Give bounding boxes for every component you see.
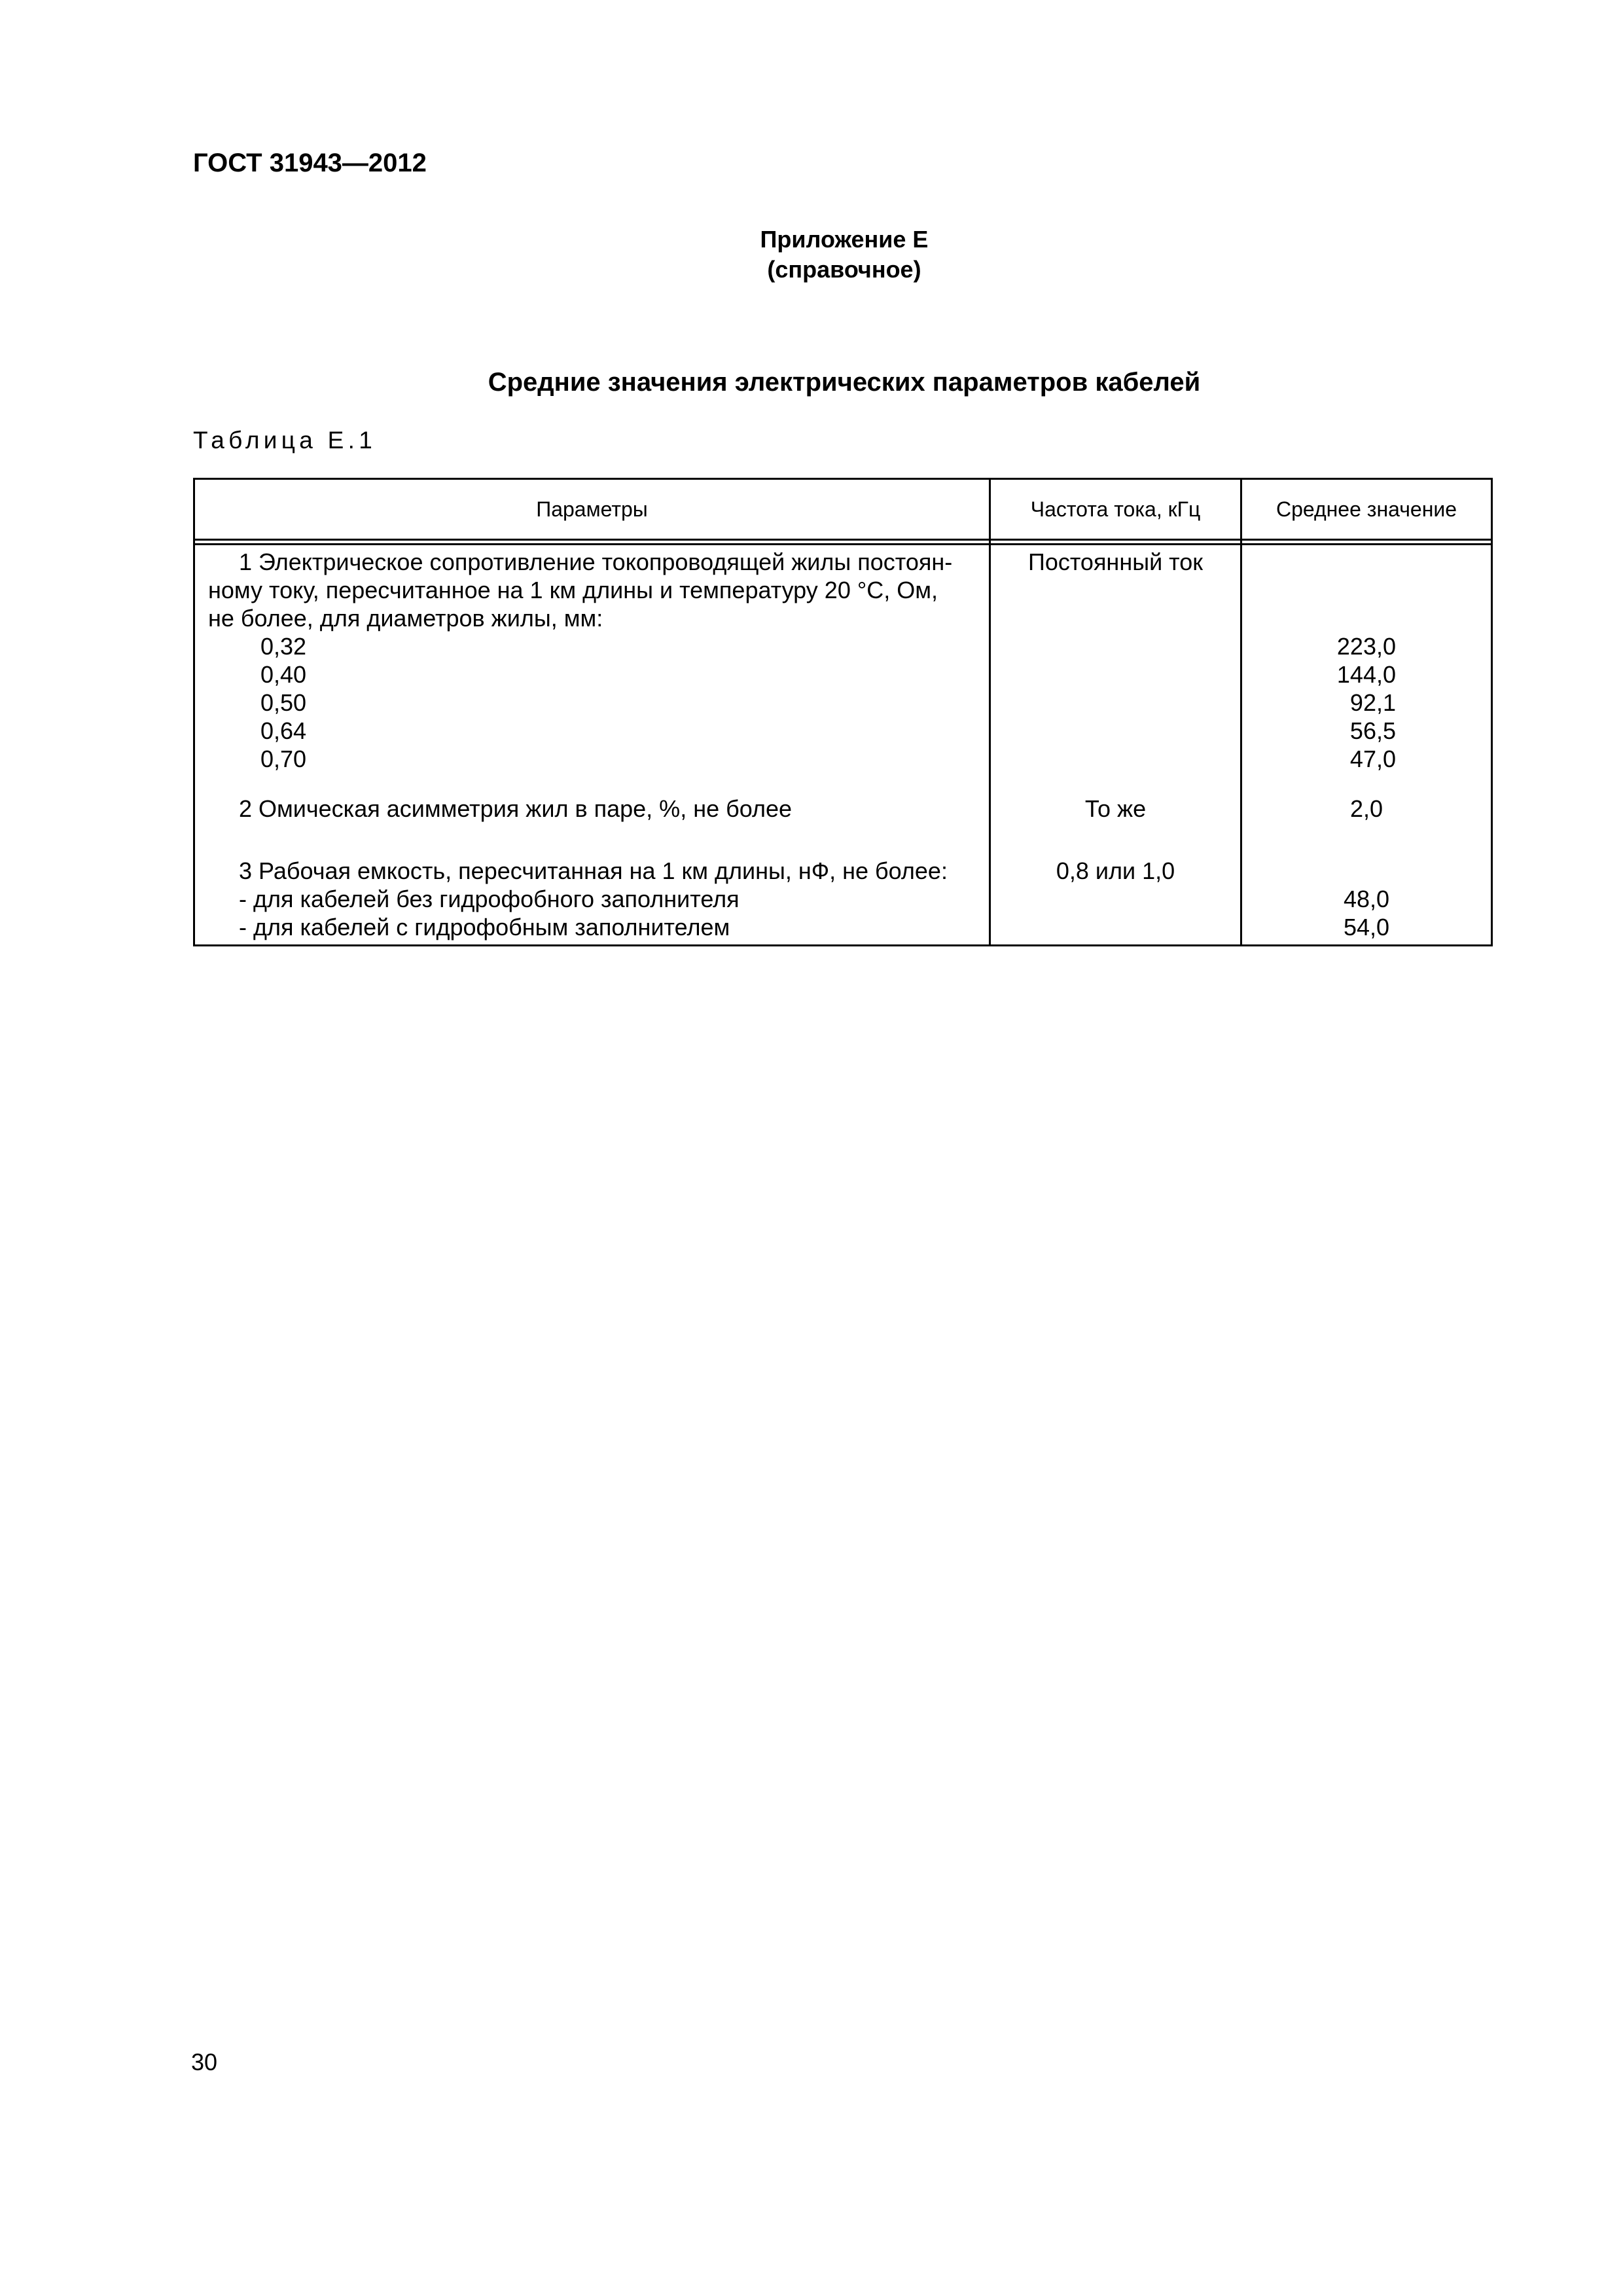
row2-value: 2,0 xyxy=(1349,795,1383,822)
table-caption: Таблица Е.1 xyxy=(193,427,377,454)
diameter-value: 0,50 xyxy=(260,689,307,716)
row3-frequency: 0,8 или 1,0 xyxy=(1056,857,1175,884)
diameter-value: 0,64 xyxy=(260,717,307,744)
header-divider xyxy=(195,543,1491,545)
diameter-value: 0,32 xyxy=(260,633,307,660)
row1-frequency: Постоянный ток xyxy=(1027,548,1204,575)
row1-line: ному току, пересчитанное на 1 км длины и температуру 20 °С, Ом, xyxy=(208,577,938,603)
column-header-frequency: Частота тока, кГц xyxy=(1030,497,1201,521)
capacitance-value: 54,0 xyxy=(1343,914,1390,941)
column-header-parameters: Параметры xyxy=(536,497,648,521)
diameter-value: 0,70 xyxy=(260,745,307,772)
parameters-table xyxy=(193,478,1493,946)
row3-sub-item: - для кабелей без гидрофобного заполнителя xyxy=(239,886,740,912)
row3-text: 3 Рабочая емкость, пересчитанная на 1 км длины, нФ, не более: xyxy=(239,857,948,884)
resistance-value: 56,5 xyxy=(1349,717,1396,744)
row2-frequency: То же xyxy=(1084,795,1147,822)
row3-sub-item: - для кабелей с гидрофобным заполнителем xyxy=(239,914,730,941)
diameter-value: 0,40 xyxy=(260,661,307,688)
column-divider xyxy=(1240,480,1242,944)
row1-line: 1 Электрическое сопротивление токопроводящей жилы постоян- xyxy=(239,548,953,575)
resistance-value: 144,0 xyxy=(1336,661,1396,688)
resistance-value: 47,0 xyxy=(1349,745,1396,772)
resistance-value: 92,1 xyxy=(1349,689,1396,716)
document-title: Средние значения электрических параметров кабелей xyxy=(488,368,1201,397)
appendix-subtitle: (справочное) xyxy=(767,256,921,283)
header-divider xyxy=(195,539,1491,541)
capacitance-value: 48,0 xyxy=(1343,886,1390,912)
page-number: 30 xyxy=(191,2049,218,2075)
row2-text: 2 Омическая асимметрия жил в паре, %, не более xyxy=(239,795,792,822)
row1-line: не более, для диаметров жилы, мм: xyxy=(208,605,603,632)
column-header-average: Среднее значение xyxy=(1275,497,1457,521)
standard-code: ГОСТ 31943—2012 xyxy=(193,149,427,177)
resistance-value: 223,0 xyxy=(1336,633,1396,660)
appendix-title: Приложение Е xyxy=(760,226,929,253)
